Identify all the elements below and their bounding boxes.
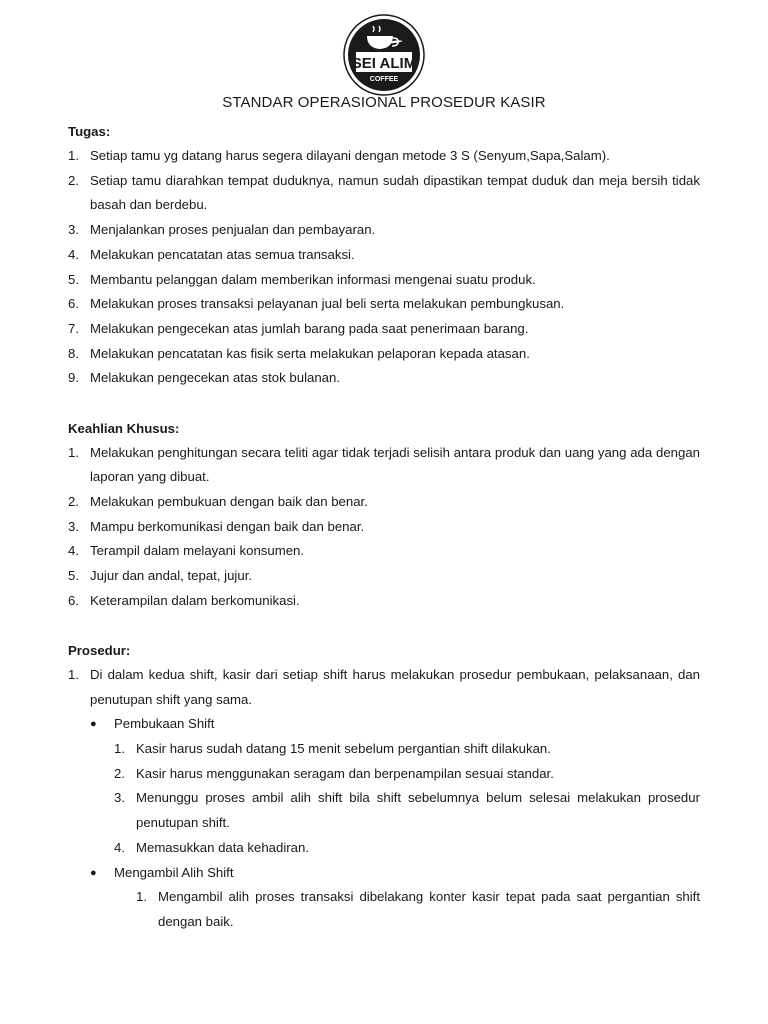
document-title: STANDAR OPERASIONAL PROSEDUR KASIR	[222, 94, 546, 111]
list-number: 3.	[114, 790, 125, 806]
list-number: 1.	[68, 444, 79, 460]
list-item	[68, 366, 700, 391]
list-text: Menjalankan proses penjualan dan pembayaran.	[90, 222, 376, 238]
section-spacer	[68, 613, 700, 638]
list-text: Menunggu proses ambil alih shift bila shift sebelumnya belum selesai melakukan prosedur penutupan shift.	[136, 790, 700, 831]
sub-list-item	[114, 737, 700, 762]
list-number: 1.	[136, 889, 147, 905]
list-number: 8.	[68, 345, 79, 361]
list-text: Melakukan pengecekan atas jumlah barang pada saat penerimaan barang.	[90, 320, 529, 336]
list-text: Kasir harus sudah datang 15 menit sebelum pergantian shift dilakukan.	[136, 741, 551, 757]
list-text: Melakukan pembukuan dengan baik dan benar.	[90, 493, 368, 509]
bullet-text: Pembukaan Shift	[114, 716, 215, 732]
list-item	[68, 243, 700, 268]
list-number: 5.	[68, 568, 79, 584]
bullet-text: Mengambil Alih Shift	[114, 864, 234, 880]
sub-list-item	[114, 836, 700, 861]
list-text: Memasukkan data kehadiran.	[136, 839, 310, 855]
section-heading-prosedur: Prosedur:	[68, 642, 131, 658]
list-number: 4.	[68, 543, 79, 559]
list-item	[68, 539, 700, 564]
list-text: Melakukan pencatatan kas fisik serta melakukan pelaporan kepada atasan.	[90, 345, 530, 361]
list-item	[68, 342, 700, 367]
bullet-dot-icon: ●	[90, 718, 97, 731]
list-text: Jujur dan andal, tepat, jujur.	[90, 568, 253, 584]
sub-list-item	[114, 786, 700, 835]
list-item	[68, 169, 700, 218]
coffee-cup-logo-icon	[343, 14, 425, 96]
list-item	[68, 490, 700, 515]
list-text: Setiap tamu diarahkan tempat duduknya, namun sudah dipastikan tempat duduk dan meja bersih tidak basah dan berdebu.	[90, 172, 700, 213]
bullet-item-pembukaan-shift	[90, 712, 700, 737]
list-text: Setiap tamu yg datang harus segera dilayani dengan metode 3 S (Senyum,Sapa,Salam).	[90, 148, 610, 163]
list-text: Mengambil alih proses transaksi dibelakang konter kasir tepat pada saat pergantian shift dengan baik.	[158, 889, 700, 929]
list-item	[68, 144, 700, 169]
logo-brand-text: SEI ALIM	[351, 55, 417, 72]
bullet-dot-icon: ●	[90, 866, 97, 879]
logo-sub-text: COFFEE	[369, 76, 399, 83]
bullet-item-mengambil-alih-shift	[90, 861, 700, 886]
list-item	[68, 441, 700, 490]
list-number: 6.	[68, 592, 79, 608]
list-text: Keterampilan dalam berkomunikasi.	[90, 592, 300, 608]
list-item	[68, 663, 700, 712]
sub-list-item	[114, 762, 700, 787]
list-number: 2.	[68, 172, 79, 188]
list-number: 6.	[68, 296, 79, 312]
list-number: 2.	[68, 493, 79, 509]
section-heading-tugas: Tugas:	[68, 124, 111, 139]
section-heading-keahlian: Keahlian Khusus:	[68, 420, 180, 436]
sub-list-item	[136, 885, 700, 934]
list-item	[68, 292, 700, 317]
list-item	[68, 515, 700, 540]
list-number: 1.	[68, 666, 79, 682]
list-number: 7.	[68, 320, 79, 336]
list-text: Membantu pelanggan dalam memberikan informasi mengenai suatu produk.	[90, 271, 536, 287]
list-number: 9.	[68, 370, 79, 386]
list-number: 3.	[68, 518, 79, 534]
list-number: 3.	[68, 222, 79, 238]
list-text: Mampu berkomunikasi dengan baik dan benar.	[90, 518, 365, 534]
list-text: Melakukan pencatatan atas semua transaksi.	[90, 246, 355, 262]
list-text: Terampil dalam melayani konsumen.	[90, 543, 305, 559]
list-number: 1.	[68, 148, 79, 163]
document-body	[68, 119, 700, 935]
list-number: 4.	[68, 246, 79, 262]
list-item	[68, 268, 700, 293]
list-text: Melakukan penghitungan secara teliti agar tidak terjadi selisih antara produk dan uang yang ada dengan laporan yang dibuat.	[90, 444, 700, 485]
list-text: Di dalam kedua shift, kasir dari setiap shift harus melakukan prosedur pembukaan, pelaksanaan, dan penutupan shift yang sama.	[90, 666, 700, 707]
list-number: 2.	[114, 765, 125, 781]
list-text: Melakukan proses transaksi pelayanan jual beli serta melakukan pembungkusan.	[90, 296, 565, 312]
list-item	[68, 218, 700, 243]
list-item	[68, 589, 700, 614]
section-spacer	[68, 391, 700, 416]
list-number: 1.	[114, 741, 125, 757]
list-text: Kasir harus menggunakan seragam dan berpenampilan sesuai standar.	[136, 765, 554, 781]
list-item	[68, 317, 700, 342]
list-number: 5.	[68, 271, 79, 287]
list-item	[68, 564, 700, 589]
list-text: Melakukan pengecekan atas stok bulanan.	[90, 370, 341, 386]
list-number: 4.	[114, 839, 125, 855]
sei-alim-coffee-logo	[343, 14, 425, 96]
